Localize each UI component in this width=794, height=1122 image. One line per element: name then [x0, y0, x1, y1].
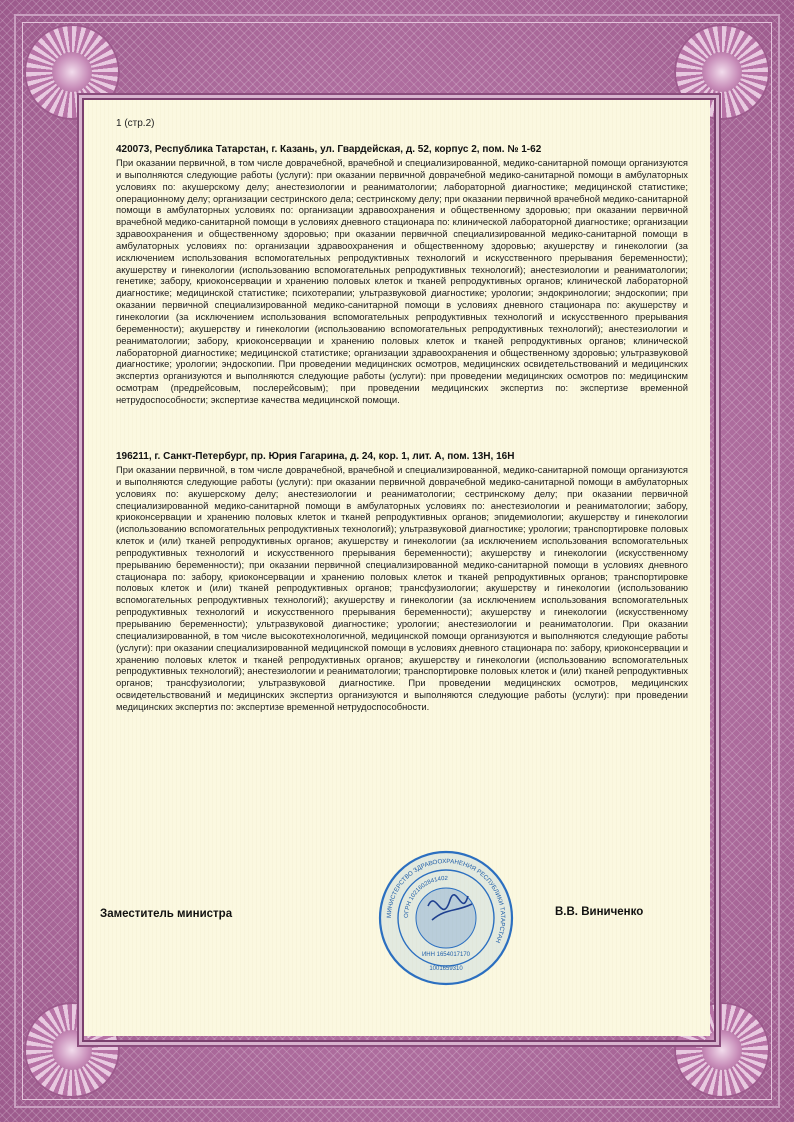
official-seal-icon [376, 848, 516, 988]
seal-ring-text: МИНИСТЕРСТВО ЗДРАВООХРАНЕНИЯ РЕСПУБЛИКИ ТАТАРСТАН [385, 857, 507, 944]
seal-number: 1001659310 [429, 966, 463, 972]
section-address: 196211, г. Санкт-Петербург, пр. Юрия Гагарина, д. 24, кор. 1, лит. А, пом. 13Н, 16Н [116, 451, 515, 462]
page-label: 1 (стр.2) [116, 118, 155, 129]
section-text: При оказании первичной, в том числе доврачебной, врачебной и специализированной, медико-санитарной помощи организуются и выполняются следующие работы (услуги): при оказании первичной доврачебной медико-санитарной помощи в амбулаторных условиях по: акушерскому делу; анестезиологии и реаниматологии; сестринскому делу; при оказании первичной специализированной медико-санитарной помощи в амбулаторных условиях по: анестезиологии и реаниматологии; забору, криоконсервации и хранению половых клеток и тканей репродуктивных органов; эпидемиологии; акушерству и гинекологии (использованию вспомогательных репродуктивных технологий); ультразвуковой диагностике; урологии; транспортировке половых клеток и (или) тканей репродуктивных органов; акушерству и гинекологии (за исключением использования вспомогательных репродуктивных технологий и искусственного прерывания беременности); акушерству и гинекологии (искусственному прерыванию беременности); при оказании первичной специализированной медико-санитарной помощи в условиях дневного стационара по: забору, криоконсервации и хранению половых клеток и тканей репродуктивных органов; транспортировке половых клеток и (или) тканей репродуктивных органов; трансфузиологии; акушерству и гинекологии (использованию вспомогательных репродуктивных технологий); акушерству и гинекологии (за исключением использования вспомогательных репродуктивных технологий и искусственного прерывания беременности); акушерству и гинекологии (искусственному прерыванию беременности); ультразвуковой диагностике; урологии; анестезиологии и реаниматологии. При оказании специализированной, в том числе высокотехнологичной, медицинской помощи организуются и выполняются следующие работы (услуги): при оказании специализированной медицинской помощи в условиях дневного стационара по: забору, криоконсервации и хранению половых клеток и тканей репродуктивных органов; акушерству и гинекологии (использованию вспомогательных репродуктивных технологий); анестезиологии и реаниматологии; транспортировке половых клеток и (или) тканей репродуктивных органов; трансфузиологии; ультразвуковой диагностике. При проведении медицинских осмотров, медицинских освидетельствований и медицинских экспертиз организуются и выполняются следующие работы (услуги): при проведении медицинских экспертиз по: экспертизе временной нетрудоспособности. [116, 464, 688, 712]
signatory-name: В.В. Виниченко [555, 906, 644, 918]
section-address: 420073, Республика Татарстан, г. Казань, ул. Гвардейская, д. 52, корпус 2, пом. № 1-62 [116, 144, 542, 155]
seal-inn: ИНН 1654017170 [421, 952, 471, 958]
section-text: При оказании первичной, в том числе доврачебной, врачебной и специализированной, медико-санитарной помощи организуются и выполняются следующие работы (услуги): при оказании первичной доврачебной медико-санитарной помощи в амбулаторных условиях по: акушерскому делу; анестезиологии и реаниматологии; лабораторной диагностике; медицинской статистике; операционному делу; организации сестринского дела; сестринскому делу; при оказании первичной врачебной медико-санитарной помощи в амбулаторных условиях по: организации здравоохранения и общественному здоровью; при оказании первичной врачебной медико-санитарной помощи в условиях дневного стационара по: клинической лабораторной диагностике; организации здравоохранения и общественному здоровью; при оказании первичной специализированной медико-санитарной помощи в амбулаторных условиях по: организации здравоохранения и общественному здоровью; акушерству и гинекологии (за исключением использования вспомогательных репродуктивных технологий и искусственного прерывания беременности); акушерству и гинекологии (использованию вспомогательных репродуктивных технологий); анестезиологии и реаниматологии; генетике; забору, криоконсервации и хранению половых клеток и тканей репродуктивных органов; клинической лабораторной диагностике; медицинской статистике; психотерапии; ультразвуковой диагностике; урологии; эндокринологии; эндоскопии; при оказании первичной специализированной медико-санитарной помощи в условиях дневного стационара по: акушерству и гинекологии (за исключением использования вспомогательных репродуктивных технологий и искусственного прерывания беременности); акушерству и гинекологии (использованию вспомогательных репродуктивных технологий); анестезиологии и реаниматологии; забору, криоконсервации и хранению половых клеток и тканей репродуктивных органов; клинической лабораторной диагностике; медицинской статистике; организации здравоохранения и общественному здоровью; ультразвуковой диагностике; урологии; эндоскопии. При проведении медицинских осмотров, медицинских освидетельствований и медицинских экспертиз организуются и выполняются следующие работы (услуги): при проведении медицинских осмотров по: медицинским осмотрам (предрейсовым, послерейсовым); при проведении медицинских экспертиз по: экспертизе временной нетрудоспособности; экспертизе качества медицинской помощи. [116, 157, 688, 405]
seal-ogrn: ОГРН 1021602841402 [403, 875, 448, 919]
signatory-title: Заместитель министра [100, 908, 233, 920]
